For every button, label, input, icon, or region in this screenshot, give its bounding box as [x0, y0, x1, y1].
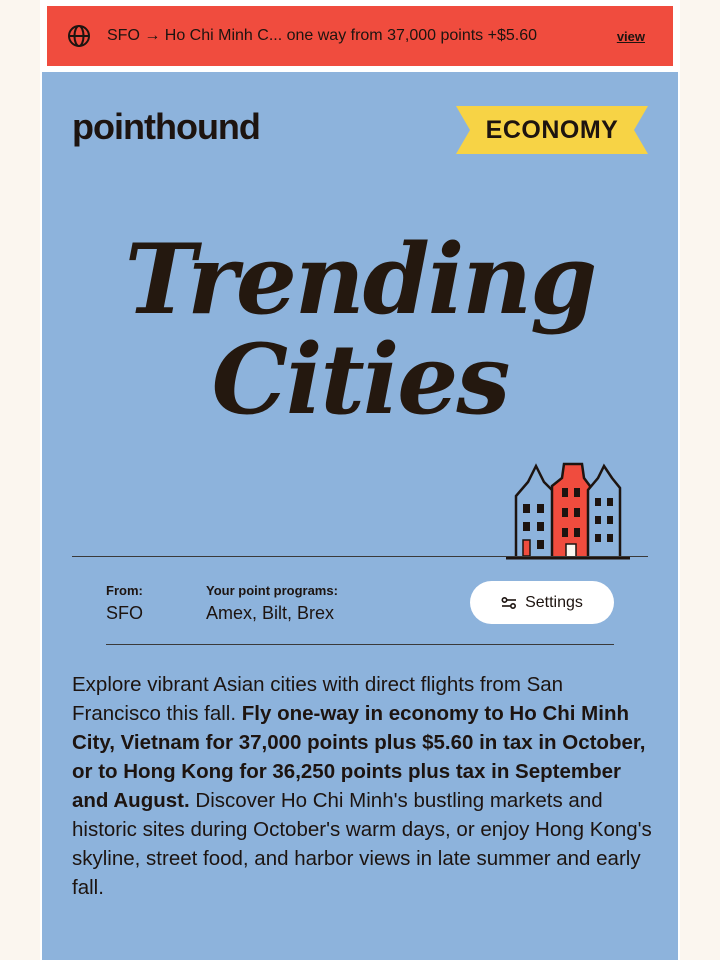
hero-title-line2: Cities — [211, 323, 509, 436]
globe-icon — [67, 24, 91, 48]
view-link[interactable]: view — [616, 28, 645, 44]
hero-title-line1: Trending — [124, 223, 596, 336]
body-paragraph — [72, 670, 652, 902]
economy-badge-label: ECONOMY — [485, 115, 619, 144]
body-intro: Explore vibrant Asian cities with direct flights from San Francisco this fall. — [72, 673, 564, 725]
pointhound-logo: pointhound — [72, 106, 260, 147]
deal-banner[interactable] — [47, 6, 673, 66]
body-deal-highlight: Fly one-way in economy to Ho Chi Minh City, Vietnam for 37,000 points plus $5.60 in tax in October, or to Hong Kong for 36,250 points plus tax in September and August. — [72, 702, 646, 812]
programs-label: Your point programs: — [206, 583, 338, 598]
banner-route-text: SFO → Ho Chi Minh C... one way from 37,000 points +$5.60 — [107, 27, 537, 44]
economy-badge — [456, 106, 648, 154]
houses-illustration — [506, 458, 630, 560]
body-outro: Discover Ho Chi Minh's bustling markets and historic sites during October's warm days, or enjoy Hong Kong's skyline, street food, and harbor views in late summer and early fall. — [72, 789, 652, 899]
sliders-icon — [501, 597, 517, 609]
from-value: SFO — [106, 603, 144, 623]
divider-top — [72, 556, 648, 557]
divider-bottom — [106, 644, 614, 645]
from-label: From: — [106, 583, 143, 598]
settings-label: Settings — [525, 593, 583, 611]
programs-value: Amex, Bilt, Brex — [206, 603, 335, 623]
settings-button[interactable] — [470, 581, 614, 624]
hero-card — [42, 72, 678, 960]
hero-title — [42, 223, 678, 436]
